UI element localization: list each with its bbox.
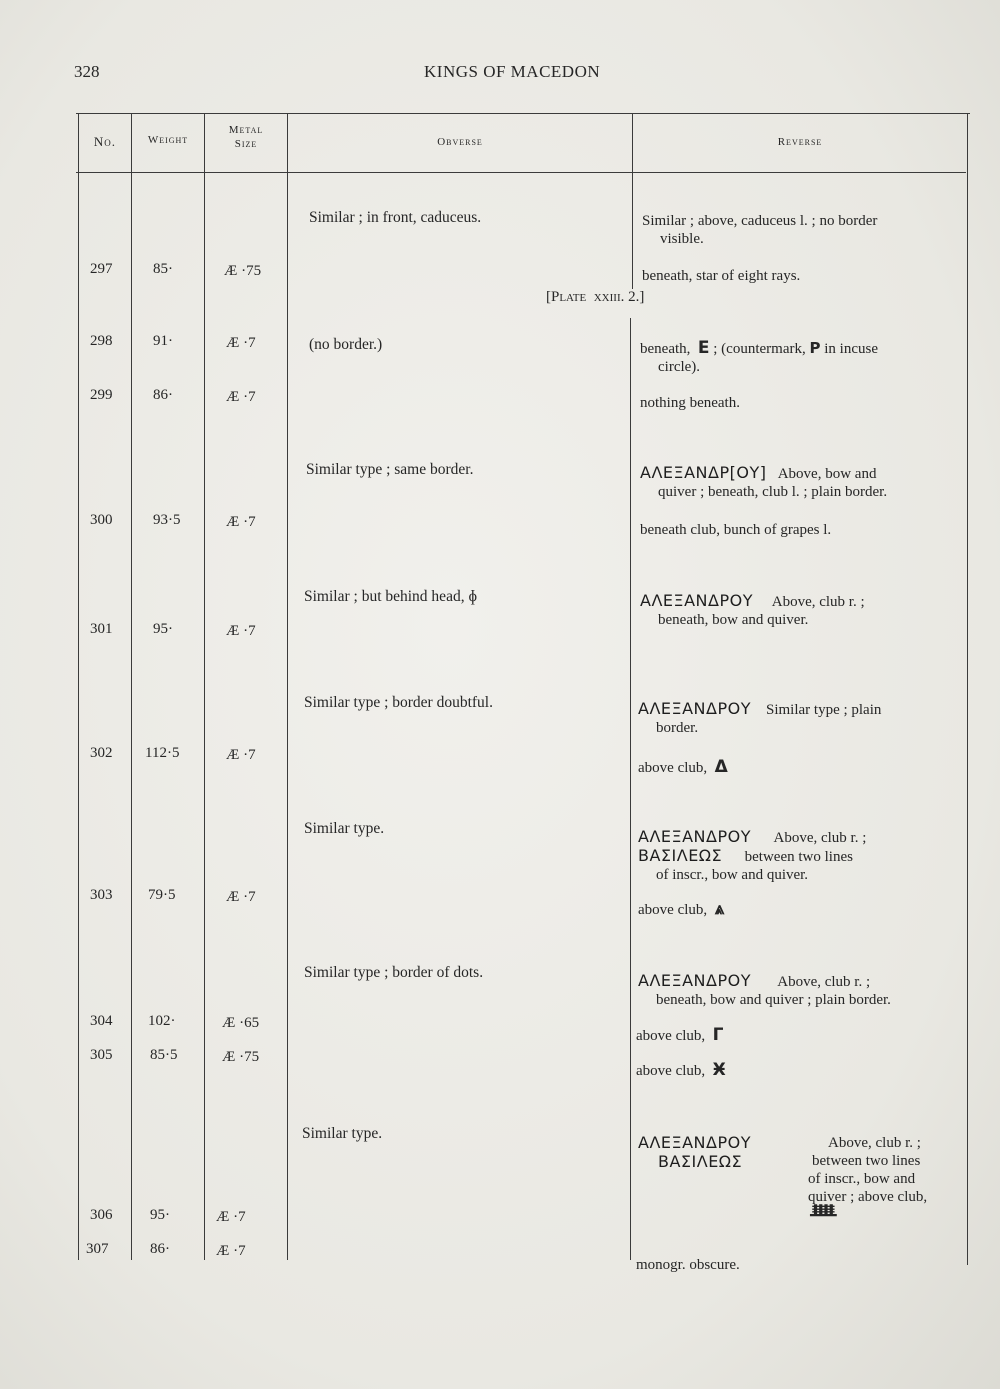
page-number: 328 bbox=[74, 62, 100, 81]
reverse-group-8-text: Above, club r. ; between two lines of inscr., bow and quiver ; above club, ᚙ bbox=[808, 1135, 928, 1225]
row-weight-301: 95· bbox=[153, 621, 173, 637]
row-no-300: 300 bbox=[90, 512, 113, 528]
header-bottom-rule bbox=[76, 172, 966, 173]
obverse-group-7: Similar type ; border of dots. bbox=[304, 964, 484, 981]
obverse-group-4: Similar ; but behind head, ɸ bbox=[304, 588, 478, 605]
table-top-rule bbox=[76, 113, 970, 114]
reverse-298: beneath, Ε ; (countermark, P in incuse circle). bbox=[640, 338, 878, 375]
reverse-group-8-greek: ΑΛΕΞΑΝΔΡΟΥ ΒΑΣΙΛΕΩΣ bbox=[638, 1133, 751, 1171]
row-no-303: 303 bbox=[90, 887, 113, 903]
row-weight-302: 112·5 bbox=[145, 745, 180, 761]
reverse-297: beneath, star of eight rays. bbox=[642, 268, 801, 284]
row-no-307: 307 bbox=[86, 1241, 109, 1257]
table-left-rule bbox=[78, 113, 79, 1260]
row-metal-306: Æ ·7 bbox=[216, 1209, 246, 1225]
row-metal-299: Æ ·7 bbox=[226, 389, 256, 405]
obverse-group-6: Similar type. bbox=[304, 820, 385, 837]
monogram-302: Δ bbox=[714, 757, 728, 777]
reverse-304: above club, Γ bbox=[636, 1025, 724, 1045]
row-metal-307: Æ ·7 bbox=[216, 1243, 246, 1259]
reverse-302: above club, Δ bbox=[638, 757, 728, 777]
row-weight-304: 102· bbox=[148, 1013, 176, 1029]
column-header-weight: Weight bbox=[147, 134, 189, 146]
row-weight-303: 79·5 bbox=[148, 887, 176, 903]
reverse-300: beneath club, bunch of grapes l. bbox=[640, 522, 832, 538]
row-weight-300: 93·5 bbox=[153, 512, 181, 528]
obverse-group-3: Similar type ; same border. bbox=[306, 461, 474, 478]
row-weight-307: 86· bbox=[150, 1241, 170, 1257]
row-metal-305: Æ ·75 bbox=[222, 1049, 260, 1065]
row-no-306: 306 bbox=[90, 1207, 113, 1223]
page-title: KINGS OF MACEDON bbox=[424, 62, 601, 81]
row-metal-302: Æ ·7 bbox=[226, 747, 256, 763]
row-metal-303: Æ ·7 bbox=[226, 889, 256, 905]
row-weight-297: 85· bbox=[153, 261, 173, 277]
col-rule-no bbox=[131, 113, 132, 1260]
obverse-group-1: Similar ; in front, caduceus. bbox=[309, 209, 482, 226]
obverse-group-5: Similar type ; border doubtful. bbox=[304, 694, 493, 711]
column-header-no: No. bbox=[93, 134, 117, 149]
reverse-group-3: ΑΛΕΞΑΝΔΡ[ΟΥ] Above, bow and quiver ; beneath, club l. ; plain border. bbox=[640, 463, 888, 500]
row-metal-300: Æ ·7 bbox=[226, 514, 256, 530]
row-weight-298: 91· bbox=[153, 333, 173, 349]
reverse-307: monogr. obscure. bbox=[636, 1257, 740, 1273]
monogram-298: Ε bbox=[697, 338, 710, 358]
reverse-group-6: ΑΛΕΞΑΝΔΡΟΥ Above, club r. ; ΒΑΣΙΛΕΩΣ between two lines of inscr., bow and quiver. bbox=[638, 827, 867, 883]
row-weight-306: 95· bbox=[150, 1207, 170, 1223]
col-rule-metal bbox=[287, 113, 288, 1260]
row-metal-304: Æ ·65 bbox=[222, 1015, 260, 1031]
reverse-305: above club, Ӿ bbox=[636, 1060, 726, 1080]
monogram-303: ⩓ bbox=[714, 899, 725, 919]
reverse-group-1: Similar ; above, caduceus l. ; no border visible. bbox=[642, 213, 878, 247]
monogram-304: Γ bbox=[712, 1025, 724, 1045]
column-header-reverse: Reverse bbox=[777, 136, 823, 148]
reverse-group-5: ΑΛΕΞΑΝΔΡΟΥ Similar type ; plain border. bbox=[638, 699, 882, 736]
col-rule-weight bbox=[204, 113, 205, 1260]
row-metal-301: Æ ·7 bbox=[226, 623, 256, 639]
plate-reference: [Plate xxiii. 2.] bbox=[546, 289, 645, 305]
table-right-rule bbox=[967, 113, 968, 1265]
row-no-301: 301 bbox=[90, 621, 113, 637]
reverse-299: nothing beneath. bbox=[640, 395, 740, 411]
column-header-metal-size: Metal Size bbox=[228, 124, 264, 150]
row-weight-299: 86· bbox=[153, 387, 173, 403]
row-weight-305: 85·5 bbox=[150, 1047, 178, 1063]
reverse-303: above club, ⩓ bbox=[638, 899, 725, 919]
row-metal-297: Æ ·75 bbox=[224, 263, 262, 279]
monogram-305: Ӿ bbox=[712, 1060, 726, 1080]
row-no-302: 302 bbox=[90, 745, 113, 761]
col-rule-obverse-bottom bbox=[630, 318, 631, 1260]
reverse-group-4: ΑΛΕΞΑΝΔΡΟΥ Above, club r. ; beneath, bow and quiver. bbox=[640, 591, 865, 628]
row-metal-298: Æ ·7 bbox=[226, 335, 256, 351]
row-no-299: 299 bbox=[90, 387, 113, 403]
obverse-298: (no border.) bbox=[309, 336, 383, 353]
column-header-obverse: Obverse bbox=[437, 136, 483, 148]
row-no-305: 305 bbox=[90, 1047, 113, 1063]
row-no-297: 297 bbox=[90, 261, 113, 277]
row-no-304: 304 bbox=[90, 1013, 113, 1029]
reverse-group-7: ΑΛΕΞΑΝΔΡΟΥ Above, club r. ; beneath, bow and quiver ; plain border. bbox=[638, 971, 891, 1008]
monogram-306: ᚙ bbox=[810, 1205, 837, 1225]
row-no-298: 298 bbox=[90, 333, 113, 349]
col-rule-obverse-top bbox=[632, 113, 633, 289]
obverse-group-8: Similar type. bbox=[302, 1125, 383, 1142]
